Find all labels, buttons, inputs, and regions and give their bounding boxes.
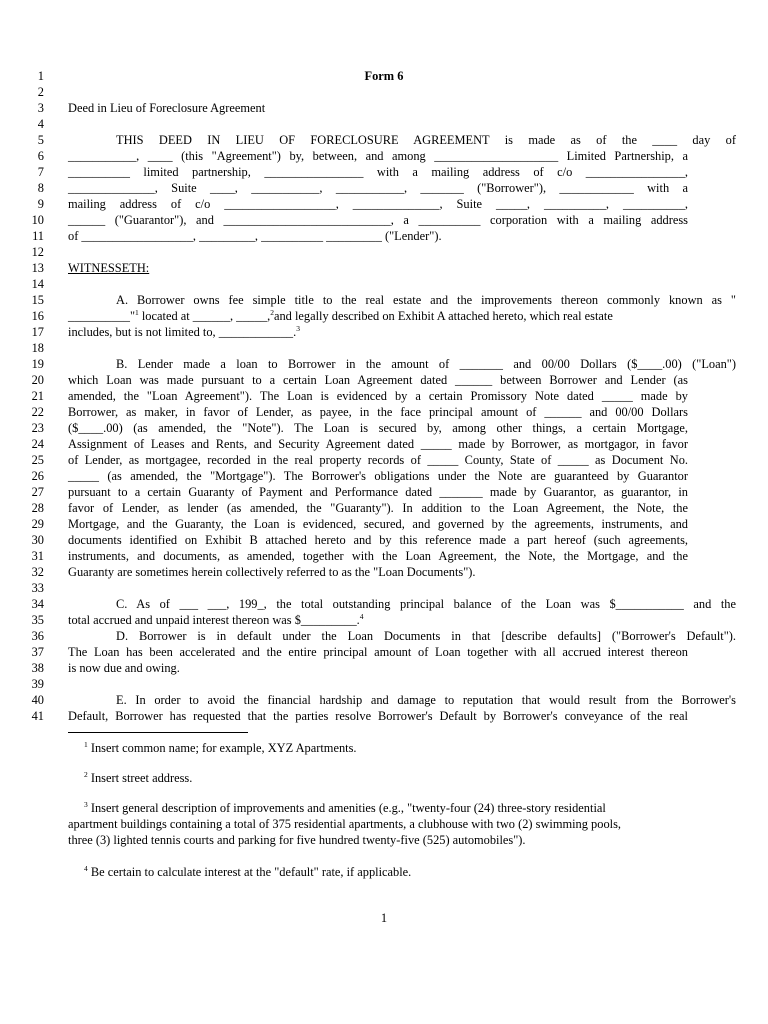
line-number: 40 [31,693,44,707]
footnote-separator [68,732,248,733]
line-number: 2 [37,85,44,99]
line-text: The Loan has been accelerated and the entire principal amount of Loan together with all accrued interest thereon [68,645,688,659]
line-number: 22 [31,405,44,419]
footnote-mark: 2 [270,307,274,317]
document-line [0,84,768,100]
document-line [0,692,768,708]
line-text: of Lender, as mortgagee, recorded in the real property records of _____ County, State of _____ as Document No. [68,453,688,467]
document-line [0,596,768,612]
footnote-mark: 4 [359,611,364,621]
document-line [0,628,768,644]
line-number: 34 [31,597,44,611]
line-number: 6 [37,149,44,163]
document-line [0,212,768,228]
document-line [0,564,768,580]
line-number: 33 [31,581,44,595]
document-line [0,372,768,388]
line-number: 23 [31,421,44,435]
document-title: Form 6 [364,69,404,83]
line-text: ______________, Suite ____, ___________, ___________, _______ ("Borrower"), ____________ with a [68,181,688,195]
footnote-text: apartment buildings containing a total of 375 residential apartments, a clubhouse with two (2) swimming pools, [68,817,621,831]
line-number: 20 [31,373,44,387]
line-text-part: and legally described on Exhibit A attached hereto, which real estate [273,309,613,323]
footnote [68,740,688,756]
line-number: 10 [31,213,44,227]
line-number: 38 [31,661,44,675]
witnesseth-heading: WITNESSETH: [68,261,150,275]
line-text: documents identified on Exhibit B attached hereto and by this reference made a part hereof (such agreements, [68,533,688,547]
line-text: C. As of ___ ___, 199_, the total outstanding principal balance of the Loan was $___________ and the [116,597,736,611]
document-line [0,196,768,212]
line-text: Mortgage, and the Guaranty, the Loan is evidenced, secured, and governed by the agreements, instruments, and [68,517,688,531]
document-line [0,148,768,164]
document-line [0,468,768,484]
line-text: Assignment of Leases and Rents, and Security Agreement dated _____ made by Borrower, as mortgagor, in favor [68,437,688,451]
line-text: __________ limited partnership, ________________ with a mailing address of c/o ________________, [68,165,688,179]
footnote-text: Insert common name; for example, XYZ Apartments. [90,741,357,755]
line-number: 37 [31,645,44,659]
line-text [68,612,688,628]
line-text: ___________, ____ (this "Agreement") by, between, and among ____________________ Limited Partnership, a [68,149,688,163]
line-text [68,324,688,340]
footnote-text: Insert street address. [90,771,193,785]
document-line [0,644,768,660]
footnote-number: 3 [84,799,88,809]
line-number: 28 [31,501,44,515]
footnote-number: 4 [84,863,88,873]
line-number: 18 [31,341,44,355]
line-number: 39 [31,677,44,691]
document-line [0,404,768,420]
agreement-heading: Deed in Lieu of Foreclosure Agreement [68,101,266,115]
line-number: 12 [31,245,44,259]
line-text: pursuant to a certain Guaranty of Payment and Performance dated _______ made by Guarantor, as guarantor, in [68,485,688,499]
footnote-text: three (3) lighted tennis courts and parking for five hundred twenty-five (525) automobiles"). [68,833,526,847]
line-number: 31 [31,549,44,563]
document-line [0,532,768,548]
document-line [0,420,768,436]
footnote-number: 2 [84,769,88,779]
line-number: 16 [31,309,44,323]
line-number: 27 [31,485,44,499]
line-text: is now due and owing. [68,661,180,675]
document-line [0,500,768,516]
line-number: 35 [31,613,44,627]
line-text: of __________________, _________, __________ _________ ("Lender"). [68,229,442,243]
document-line [0,356,768,372]
document-line [0,260,768,276]
line-text: E. In order to avoid the financial hardship and damage to reputation that would result from the Borrower's [116,693,736,707]
document-line [0,228,768,244]
document-line [0,548,768,564]
line-text: Borrower, as maker, in favor of Lender, as payee, in the face principal amount of ______ and 00/00 Dollars [68,405,688,419]
line-number: 26 [31,469,44,483]
line-number: 17 [31,325,44,339]
document-line [0,388,768,404]
footnote [68,800,688,848]
line-number: 36 [31,629,44,643]
line-text: mailing address of c/o __________________, ______________, Suite _____, __________, __________, [68,197,688,211]
line-number: 14 [31,277,44,291]
document-line [0,484,768,500]
line-number: 19 [31,357,44,371]
line-number: 11 [32,229,44,243]
line-text-part: located at ______, _____, [138,309,271,323]
line-number: 24 [31,437,44,451]
line-text [68,308,688,324]
line-text: ______ ("Guarantor"), and ___________________________, a __________ corporation with a mailing address [68,213,688,227]
document-line [0,100,768,116]
line-text: amended, the "Loan Agreement"). The Loan is evidenced by a certain Promissory Note dated _____ made by [68,389,688,403]
line-number: 8 [37,181,44,195]
line-text-part: includes, but is not limited to, ____________. [68,325,297,339]
line-text: B. Lender made a loan to Borrower in the amount of _______ and 00/00 Dollars ($____.00) ("Loan") [116,357,736,371]
line-number: 5 [37,133,44,147]
line-text: ($____.00) (as amended, the "Note"). The Loan is secured by, among other things, a certain Mortgage, [68,421,688,435]
line-text: D. Borrower is in default under the Loan Documents in that [describe defaults] ("Borrower's Default"). [116,629,736,643]
line-number: 9 [37,197,44,211]
footnote [68,864,688,880]
line-number: 30 [31,533,44,547]
line-number: 1 [37,69,44,83]
document-line [0,580,768,596]
line-text-part: __________" [68,309,136,323]
line-number: 4 [37,117,44,131]
line-text: which Loan was made pursuant to a certain Loan Agreement dated ______ between Borrower and Lender (as [68,373,688,387]
document-line [0,612,768,628]
document-line [0,676,768,692]
line-number: 7 [37,165,44,179]
document-line [0,516,768,532]
document-line [0,308,768,324]
line-number: 3 [37,101,44,115]
document-line [0,180,768,196]
document-line [0,436,768,452]
footnote-text: Be certain to calculate interest at the "default" rate, if applicable. [90,865,412,879]
page-number: 1 [380,911,388,925]
footnote-text: Insert general description of improvements and amenities (e.g., "twenty-four (24) three-story residential [90,801,606,815]
document-line [0,244,768,260]
line-number: 25 [31,453,44,467]
line-text: Guaranty are sometimes herein collectively referred to as the "Loan Documents"). [68,565,476,579]
line-number: 29 [31,517,44,531]
document-line [0,324,768,340]
footnote-mark: 1 [135,307,139,317]
footnote-mark: 3 [296,323,300,333]
line-number: 15 [31,293,44,307]
document-line [0,708,768,724]
line-text: Default, Borrower has requested that the parties resolve Borrower's Default by Borrower's conveyance of the real [68,709,688,723]
line-number: 13 [31,261,44,275]
document-line [0,292,768,308]
document-line [0,164,768,180]
document-line [0,340,768,356]
line-number: 21 [31,389,44,403]
document-line [0,660,768,676]
document-line [0,132,768,148]
line-text: _____ (as amended, the "Mortgage"). The Borrower's obligations under the Note are guaranteed by Guarantor [68,469,688,483]
line-text: A. Borrower owns fee simple title to the real estate and the improvements thereon commonly known as " [116,293,736,307]
footnote [68,770,688,786]
document-line [0,116,768,132]
document-line [0,452,768,468]
footnote-number: 1 [84,739,88,749]
line-text: THIS DEED IN LIEU OF FORECLOSURE AGREEMENT is made as of the ____ day of [116,133,736,147]
line-text-part: total accrued and unpaid interest thereon was $_________. [68,613,360,627]
line-text: instruments, and documents, as amended, together with the Loan Agreement, the Note, the Mortgage, and the [68,549,688,563]
document-line [0,276,768,292]
line-text: favor of Lender, as lender (as amended, the "Guaranty"). In addition to the Loan Agreement, the Note, the [68,501,688,515]
document-line [0,68,768,84]
line-number: 41 [31,709,44,723]
line-number: 32 [31,565,44,579]
